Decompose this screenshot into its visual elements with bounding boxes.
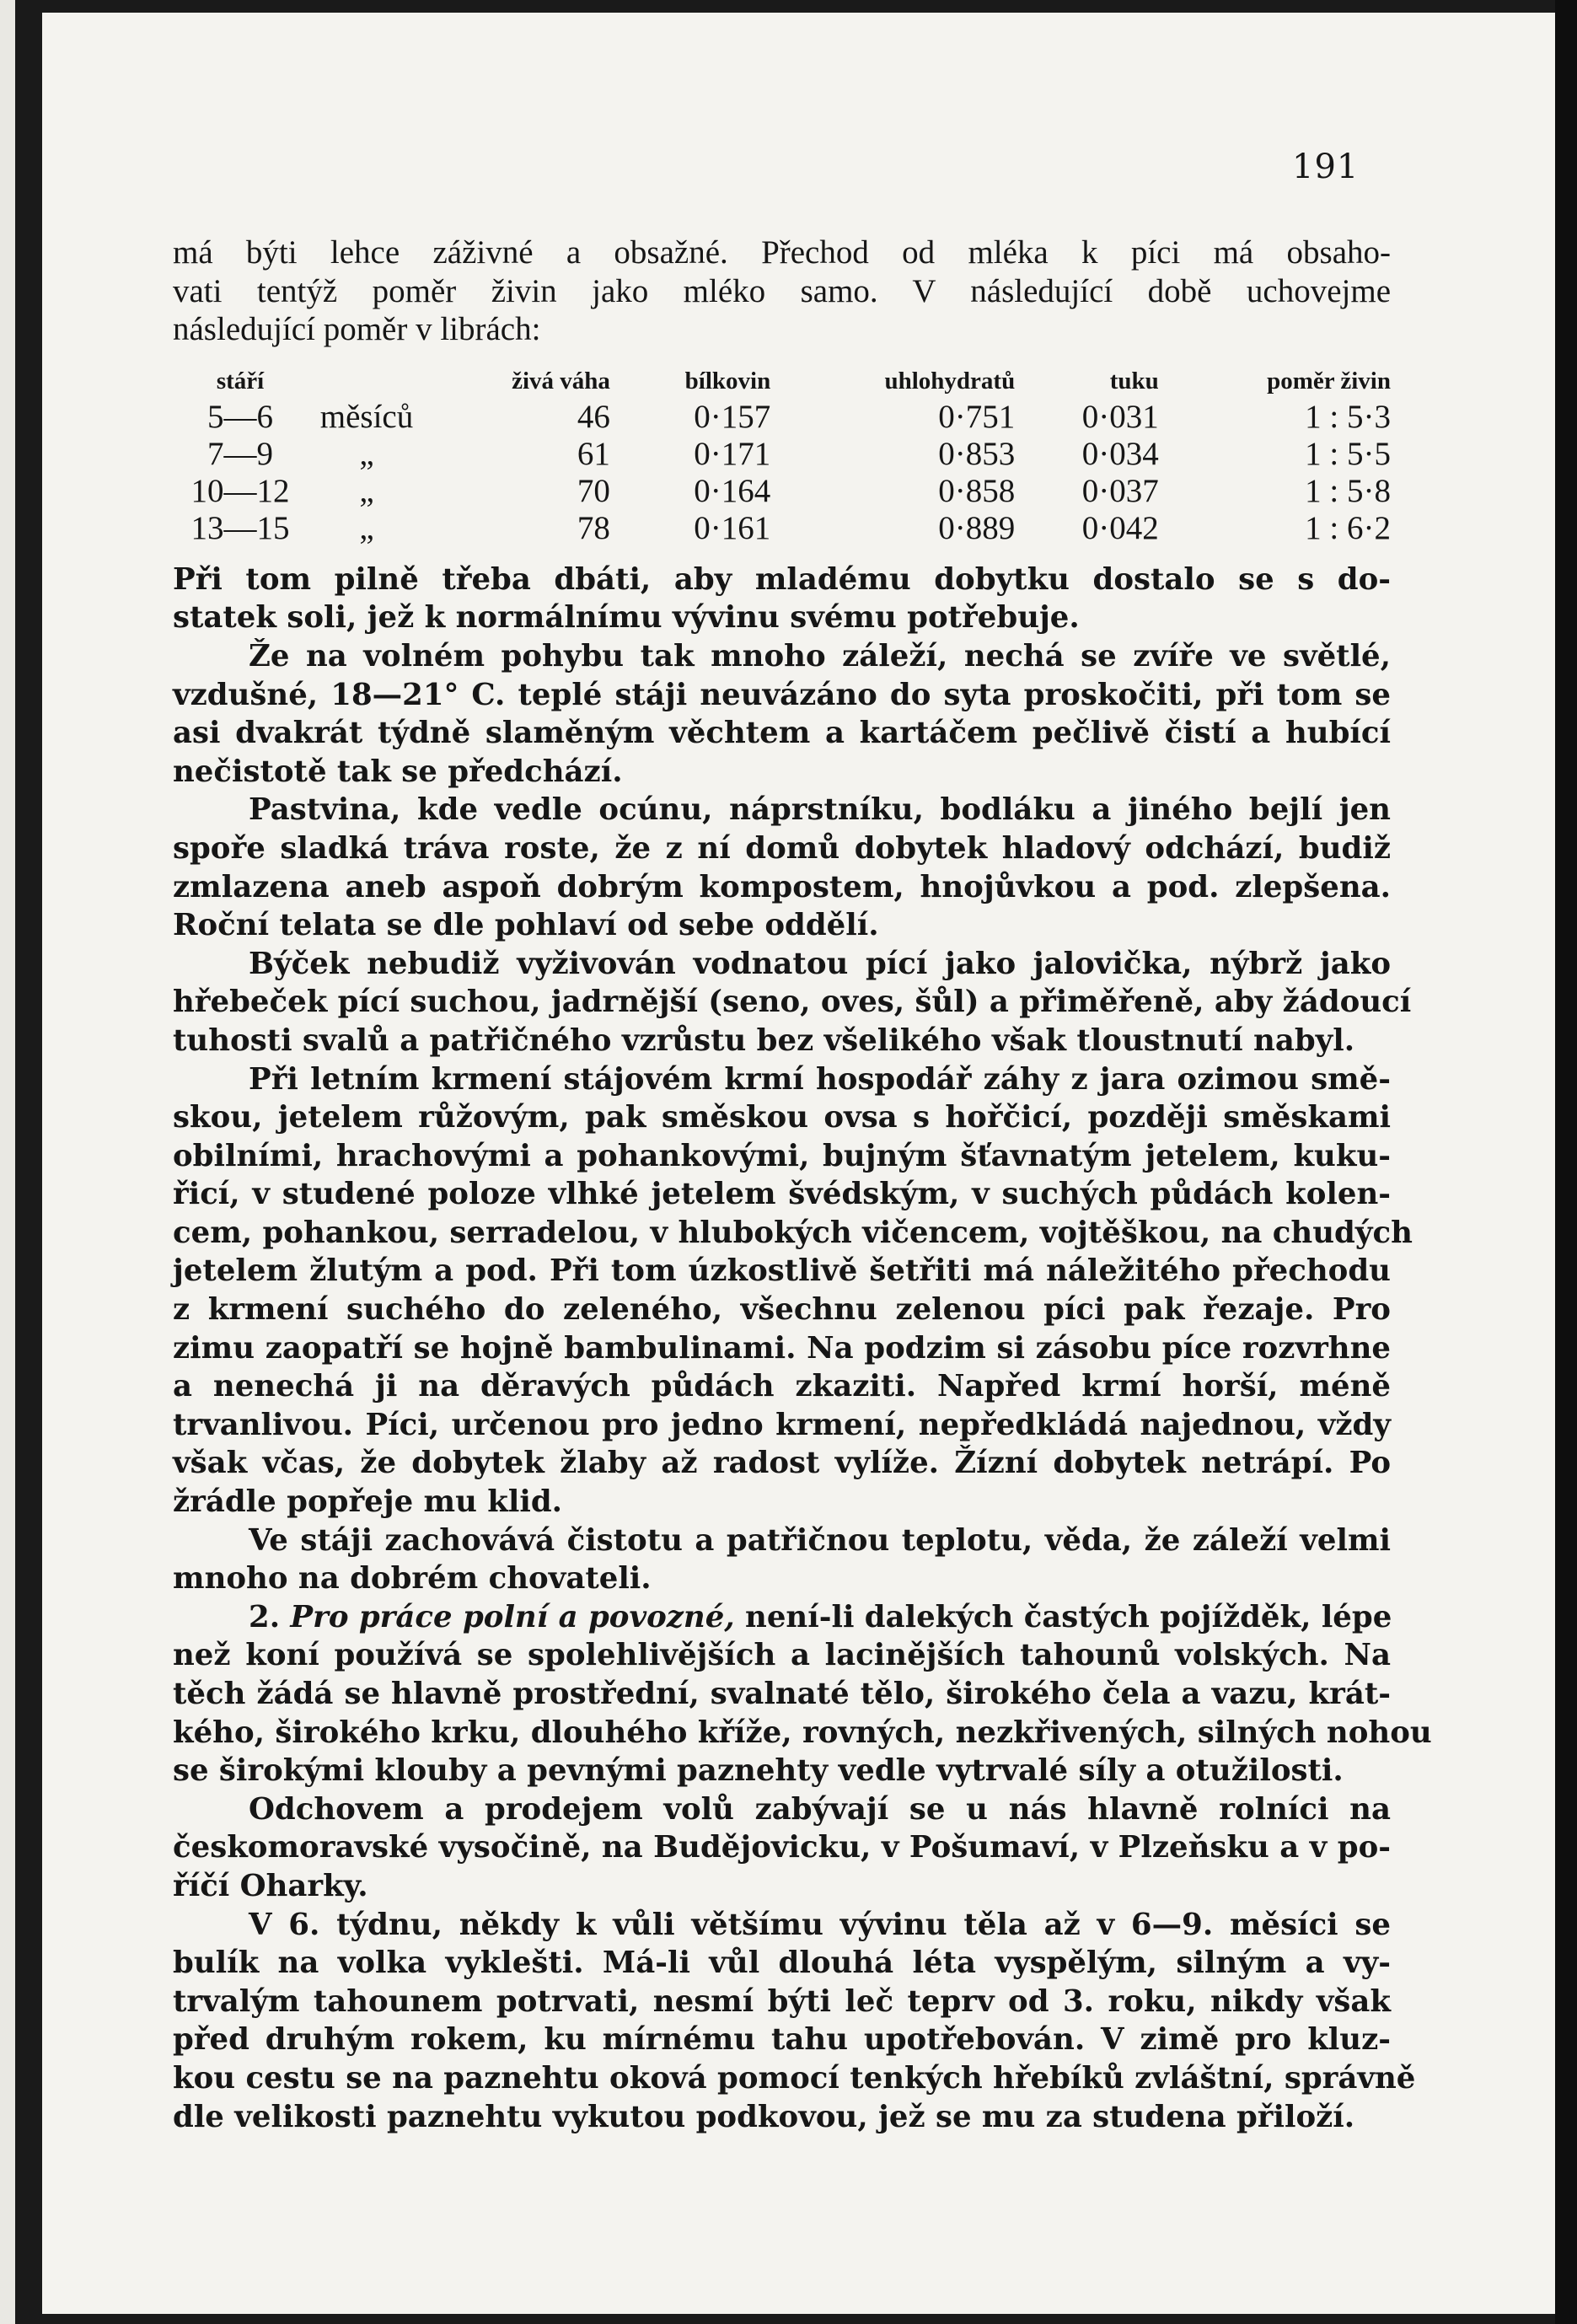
cell-age: 10—12 [190, 472, 290, 509]
cell-ratio: 1 : 5·3 [1305, 398, 1391, 435]
text-line: těch žádá se hlavně prostřední, svalnaté tělo, širokého čela a vazu, krát- [173, 1677, 1391, 1711]
page-number: 191 [1292, 148, 1360, 186]
cell-carbs: 0·751 [938, 398, 1016, 435]
text-line: spoře sladká tráva roste, že z ní domů dobytek hladový odchází, budiž [173, 830, 1391, 866]
text-line: Ve stáji zachovává čistotu a patřičnou teplotu, věda, že záleží velmi [249, 1522, 1391, 1558]
cell-weight: 78 [577, 509, 610, 546]
nutrient-ratio-table [173, 357, 1391, 547]
cell-age: 13—15 [190, 509, 290, 546]
text-line: mnoho na dobrém chovateli. [173, 1561, 652, 1597]
text-line: statek soli, jež k normálnímu vývinu svému potřebuje. [173, 600, 1080, 636]
cell-weight: 46 [577, 398, 610, 435]
text-line: zmlazena aneb aspoň dobrým kompostem, hnojůvkou a pod. zlepšena. [173, 869, 1391, 904]
section-title: Pro práce polní a povozné, [290, 1599, 735, 1634]
text-line: a nenechá ji na děravých půdách zkaziti. Napřed krmí horší, méně [173, 1369, 1391, 1404]
text-line: nečistotě tak se předchází. [173, 754, 623, 789]
body-text [173, 561, 1432, 2136]
table-row [173, 510, 1391, 547]
page-left-margin [0, 0, 15, 2324]
cell-weight: 70 [577, 472, 610, 509]
cell-unit: měsíců [319, 398, 414, 435]
col-header-fat: tuku [1109, 367, 1159, 394]
text-line: Při tom pilně třeba dbáti, aby mladému dobytku dostalo se s do- [173, 561, 1391, 597]
cell-unit: „ [359, 509, 374, 546]
section-2-heading-line [173, 1598, 1391, 1637]
cell-fat: 0·042 [1081, 509, 1159, 546]
text-line: tuhosti svalů a patřičného vzrůstu bez všelikého však tloustnutí nabyl. [173, 1022, 1355, 1058]
text-line: hřebeček pící suchou, jadrnější (seno, oves, šůl) a přiměřeně, aby žádoucí [173, 985, 1412, 1020]
text-line: žrádle popřeje mu klid. [173, 1484, 563, 1520]
book-page [42, 13, 1555, 2314]
cell-unit: „ [359, 472, 374, 509]
table-row [173, 399, 1391, 436]
text-line: vati tentýž poměr živin jako mléko samo. V následující době uchovejme [173, 272, 1391, 309]
text-line: obilními, hrachovými a pohankovými, bujným šťavnatým jetelem, kuku- [173, 1138, 1391, 1173]
text-line: jetelem žlutým a pod. Při tom úzkostlivě šetřiti má náležitého přechodu [173, 1253, 1391, 1289]
cell-unit: „ [359, 435, 374, 472]
text-line: trvanlivou. Píci, určenou pro jedno krmení, nepředkládá najednou, vždy [173, 1407, 1391, 1442]
text-line: Pastvina, kde vedle ocúnu, náprstníku, bodláku a jiného bejlí jen [249, 792, 1391, 828]
text-line: skou, jetelem růžovým, pak směskou ovsa s hořčicí, později směskami [173, 1100, 1391, 1135]
cell-weight: 61 [577, 435, 610, 472]
text-line: českomoravské vysočině, na Budějovicku, v Pošumaví, v Plzeňsku a v po- [173, 1830, 1391, 1865]
col-header-ratio: poměr živin [1267, 367, 1391, 394]
text-line: následující poměr v librách: [173, 311, 541, 348]
intro-paragraph [173, 233, 1391, 349]
text-line: dle velikosti paznehtu vykutou podkovou, jež se mu za studena přiloží. [173, 2099, 1355, 2134]
text-line: Býček nebudiž vyživován vodnatou pící jako jalovička, nýbrž jako [249, 946, 1391, 981]
page-text [173, 233, 1432, 2136]
cell-fat: 0·037 [1081, 472, 1159, 509]
table-row [173, 436, 1391, 473]
text-line: Při letním krmení stájovém krmí hospodář záhy z jara ozimou smě- [249, 1061, 1391, 1097]
cell-age: 7—9 [207, 435, 273, 472]
text-line: Odchovem a prodejem volů zabývají se u nás hlavně rolníci na [249, 1791, 1391, 1827]
text-line: z krmení suchého do zeleného, všechnu zelenou píci pak řezaje. Pro [173, 1292, 1391, 1328]
page-right-binding-shadow [1555, 0, 1577, 2324]
text-line: říčí Oharky. [173, 1868, 368, 1903]
col-header-unit-spacer [308, 357, 426, 399]
text-line: však včas, že dobytek žlaby až radost vylíže. Žízní dobytek netrápí. Po [173, 1446, 1391, 1481]
text-line: cem, pohankou, serradelou, v hlubokých vičencem, vojtěškou, na chudých [173, 1215, 1413, 1250]
cell-protein: 0·164 [694, 472, 771, 509]
col-header-weight: živá váha [512, 367, 610, 394]
text-line: zimu zaopatří se hojně bambulinami. Na podzim si zásobu píce rozvrhne [173, 1330, 1391, 1366]
col-header-carbs: uhlohydratů [884, 367, 1016, 394]
cell-protein: 0·161 [694, 509, 771, 546]
text-line: řicí, v studené poloze vlhké jetelem švédským, v suchých půdách kolen- [173, 1177, 1391, 1212]
cell-carbs: 0·853 [938, 435, 1016, 472]
text-line: má býti lehce záživné a obsažné. Přechod od mléka k píci má obsaho- [173, 234, 1391, 271]
cell-carbs: 0·889 [938, 509, 1016, 546]
cell-carbs: 0·858 [938, 472, 1016, 509]
cell-fat: 0·031 [1081, 398, 1159, 435]
text-line: asi dvakrát týdně slaměným věchtem a kartáčem pečlivě čistí a hubící [173, 716, 1391, 751]
section-first-line-rest: není-li dalekých častých pojížděk, lépe [745, 1599, 1392, 1634]
text-line: vzdušné, 18—21° C. teplé stáji neuvázáno do syta proskočiti, při tom se [173, 677, 1391, 712]
cell-protein: 0·157 [694, 398, 771, 435]
text-line: V 6. týdnu, někdy k vůli většímu vývinu těla až v 6—9. měsíci se [249, 1907, 1391, 1942]
text-line: Roční telata se dle pohlaví od sebe oddělí. [173, 908, 879, 943]
text-line: před druhým rokem, ku mírnému tahu upotřebován. V zimě pro kluz- [173, 2022, 1391, 2058]
col-header-protein: bílkovin [684, 367, 771, 394]
cell-fat: 0·034 [1081, 435, 1159, 472]
text-line: než koní používá se spolehlivějších a lacinějších tahounů volských. Na [173, 1638, 1391, 1673]
cell-age: 5—6 [207, 398, 273, 435]
text-line: trvalým tahounem potrvati, nesmí býti leč teprv od 3. roku, nikdy však [173, 1983, 1391, 2019]
cell-ratio: 1 : 5·8 [1305, 472, 1391, 509]
cell-ratio: 1 : 6·2 [1305, 509, 1391, 546]
cell-ratio: 1 : 5·5 [1305, 435, 1391, 472]
section-number: 2. [249, 1599, 281, 1634]
cell-protein: 0·171 [694, 435, 771, 472]
text-line: kou cestu se na paznehtu oková pomocí tenkých hřebíků zvláštní, správně [173, 2060, 1416, 2096]
text-line: kého, širokého krku, dlouhého kříže, rovných, nezkřivených, silných nohou [173, 1715, 1432, 1750]
col-header-age: stáří [216, 367, 265, 394]
table-row [173, 473, 1391, 510]
table-header-row [173, 357, 1391, 399]
text-line: bulík na volka vyklešti. Má-li vůl dlouhá léta vyspělým, silným a vy- [173, 1946, 1391, 1981]
text-line: se širokými klouby a pevnými paznehty vedle vytrvalé síly a otužilosti. [173, 1753, 1344, 1789]
text-line: Že na volném pohybu tak mnoho záleží, nechá se zvíře ve světlé, [249, 638, 1391, 674]
